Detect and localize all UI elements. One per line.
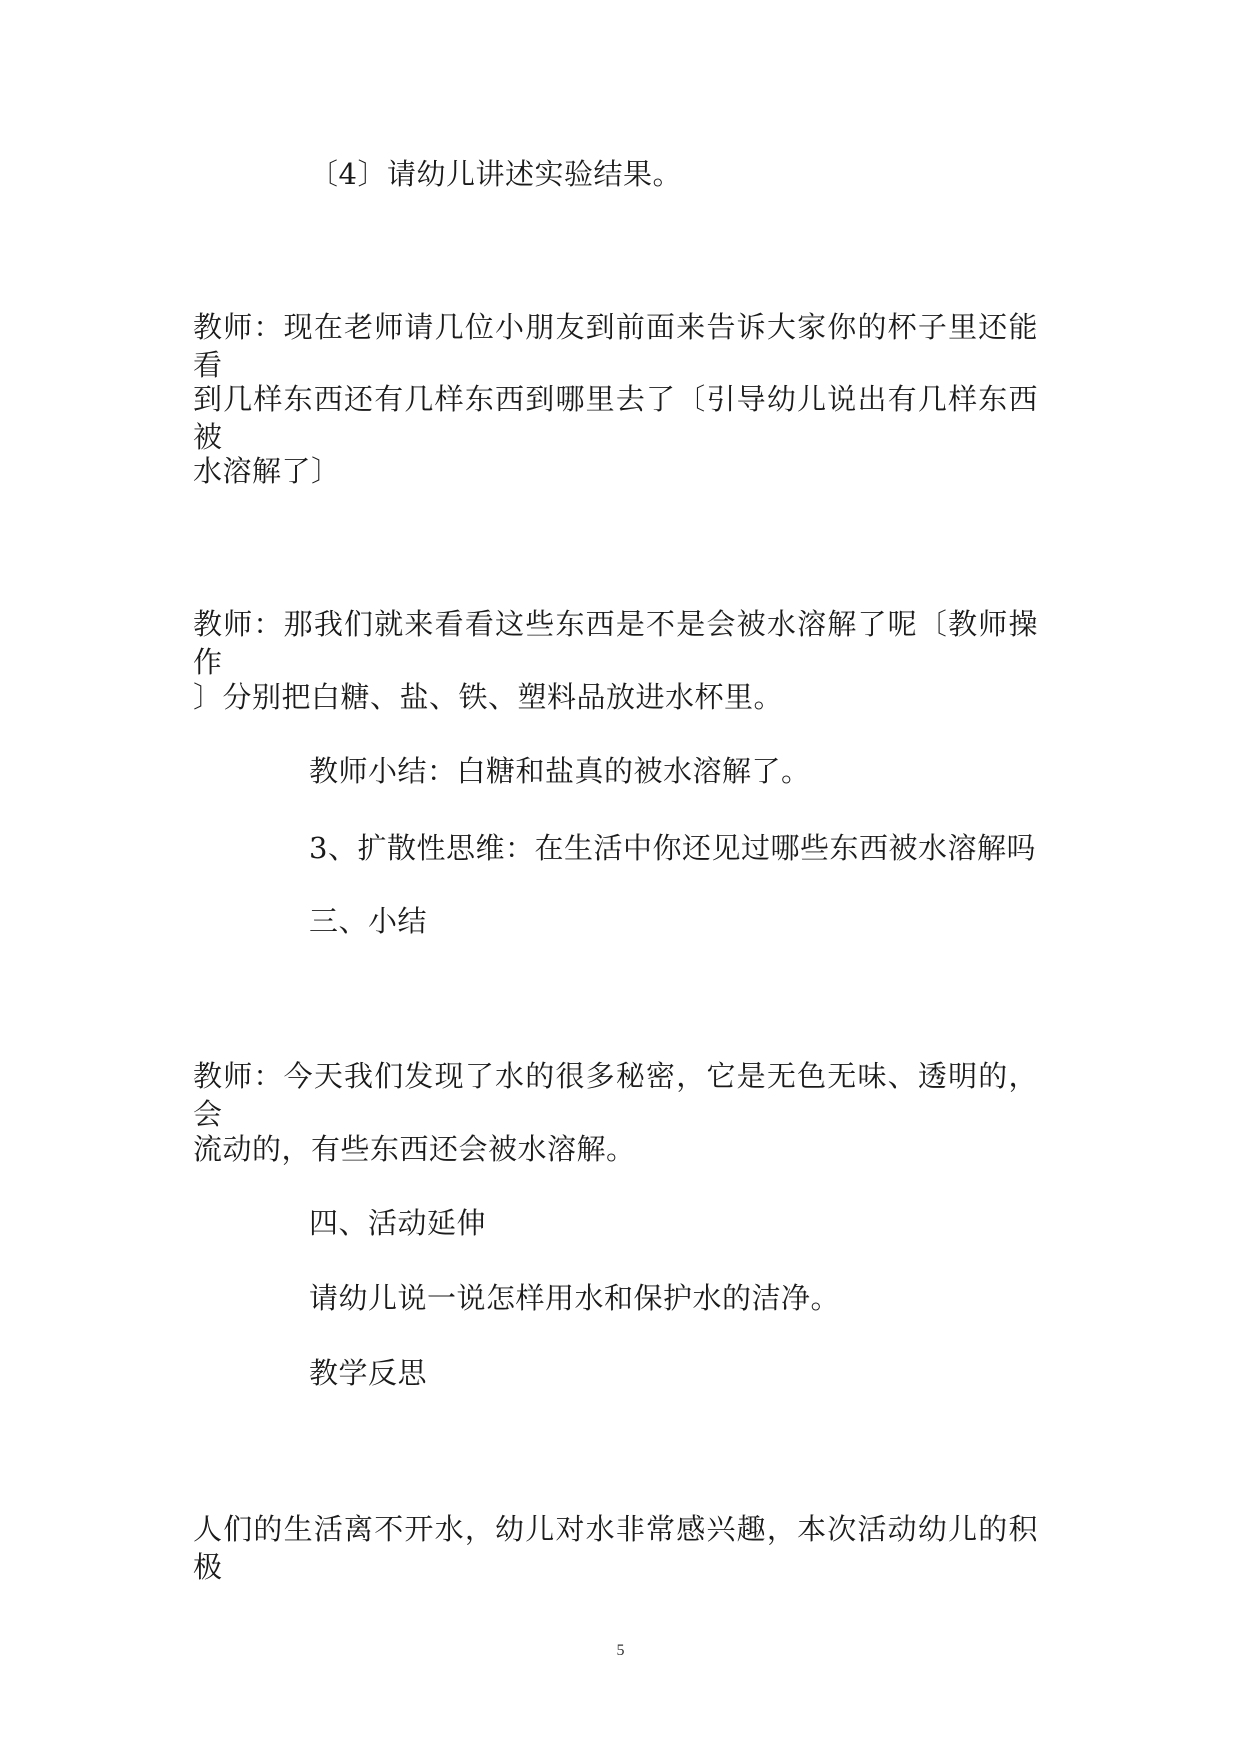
text-line: 人们的生活离不开水，幼儿对水非常感兴趣，本次活动幼儿的积极 xyxy=(193,1512,1038,1584)
text-line: 请幼儿说一说怎样用水和保护水的洁净。 xyxy=(309,1281,841,1315)
text-line: 教师小结：白糖和盐真的被水溶解了。 xyxy=(309,754,811,788)
text-line: 〕分别把白糖、盐、铁、塑料品放进水杯里。 xyxy=(193,680,784,714)
text-line: 教师：那我们就来看看这些东西是不是会被水溶解了呢〔教师操作 xyxy=(193,607,1038,679)
text-line: 教师：今天我们发现了水的很多秘密，它是无色无味、透明的，会 xyxy=(193,1059,1038,1131)
text-line: 流动的，有些东西还会被水溶解。 xyxy=(193,1132,636,1166)
section-heading: 三、小结 xyxy=(309,904,428,938)
text-line: 教师：现在老师请几位小朋友到前面来告诉大家你的杯子里还能看 xyxy=(193,310,1038,382)
section-heading: 四、活动延伸 xyxy=(309,1206,487,1240)
text-line: 到几样东西还有几样东西到哪里去了〔引导幼儿说出有几样东西被 xyxy=(193,382,1038,454)
text-line: 3、扩散性思维：在生活中你还见过哪些东西被水溶解吗 xyxy=(309,831,1036,865)
text-line: 〔4〕请幼儿讲述实验结果。 xyxy=(309,157,682,191)
text-line: 水溶解了〕 xyxy=(193,454,341,488)
section-heading: 教学反思 xyxy=(309,1356,428,1390)
page-number: 5 xyxy=(616,1642,625,1659)
